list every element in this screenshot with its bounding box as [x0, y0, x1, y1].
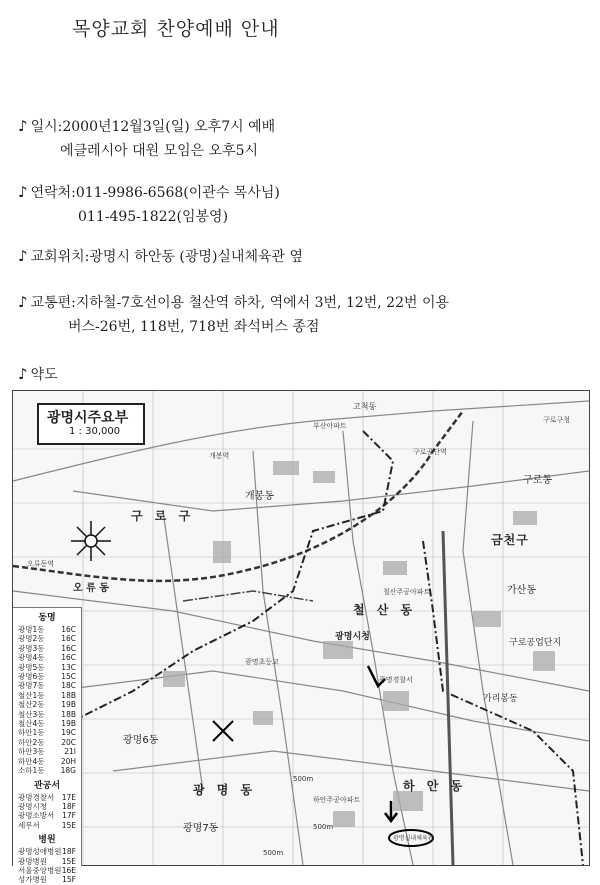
- index-row: [13, 793, 81, 802]
- section-map-heading: [18, 362, 58, 387]
- index-code: 18B: [61, 690, 76, 700]
- index-code: 15F: [62, 875, 76, 885]
- index-code: 15E: [61, 820, 76, 830]
- district-label: 개봉동: [245, 491, 274, 502]
- section-date: [18, 114, 275, 163]
- index-name: 철산2동: [18, 700, 45, 710]
- index-name: 광명소방서: [18, 811, 55, 821]
- index-name: 철산1동: [18, 690, 45, 700]
- scale-label: 500m: [263, 849, 284, 857]
- map-streets: [13, 401, 589, 865]
- index-row: [13, 663, 81, 672]
- river-stream: [443, 531, 453, 865]
- index-name: 광명성애병원: [18, 847, 62, 857]
- index-code: 18B: [61, 709, 76, 719]
- index-name: 광명3동: [18, 643, 45, 653]
- index-code: 20H: [60, 756, 76, 766]
- index-name: 서울중앙병원: [18, 865, 62, 875]
- index-header: 동명: [38, 613, 56, 623]
- index-code: 19C: [61, 728, 76, 738]
- district-label: 구 로 구: [131, 509, 195, 523]
- index-row: [13, 644, 81, 653]
- index-row: [13, 757, 81, 766]
- district-label: 철 산 동: [353, 603, 417, 617]
- index-name: 광명경찰서: [18, 792, 55, 802]
- district-label: 가산동: [507, 585, 536, 596]
- index-name: 하안1동: [18, 728, 45, 738]
- index-code: 19B: [61, 700, 76, 710]
- section-location: [18, 244, 303, 269]
- index-row: [13, 634, 81, 643]
- index-row: [13, 691, 81, 700]
- index-name: 광명시청: [18, 801, 47, 811]
- index-name: 하안2동: [18, 737, 45, 747]
- district-label: 고척동: [353, 402, 377, 411]
- district-label: 광명6동: [123, 735, 159, 746]
- section-contact: [18, 180, 280, 229]
- index-code: 16C: [61, 625, 76, 634]
- index-row: [13, 625, 81, 634]
- index-row: [13, 738, 81, 747]
- index-code: 13C: [61, 662, 76, 672]
- index-name: 광명6동: [18, 672, 45, 682]
- index-code: 17F: [62, 811, 76, 821]
- index-code: 21I: [64, 747, 76, 757]
- landmark-label: 하안주공아파트: [313, 796, 361, 804]
- index-name: 광명5동: [18, 662, 45, 672]
- landmark-label: 광명실내체육관: [393, 835, 434, 842]
- index-code: 18G: [60, 766, 76, 776]
- subway-line: [183, 591, 313, 601]
- index-name: 철산3동: [18, 709, 45, 719]
- map-index-panel: [13, 607, 82, 885]
- transport-subtext: 버스-26번, 118번, 718번 좌석버스 종점: [68, 319, 320, 335]
- district-label: 금천구: [491, 533, 529, 547]
- index-row: [13, 728, 81, 737]
- scale-label: 500m: [293, 775, 314, 783]
- index-code: 19B: [61, 719, 76, 729]
- index-name: 세무서: [18, 820, 40, 830]
- scale-label: 500m: [313, 823, 334, 831]
- music-note-icon: ♪: [18, 183, 28, 201]
- location-text: 교회위치:광명시 하안동 (광명)실내체육관 옆: [30, 249, 304, 265]
- contact-text: 연락처:011-9986-6568(이관수 목사님): [30, 185, 280, 201]
- landmark-label: 부산아파트: [313, 422, 347, 430]
- map-title-box: [37, 403, 145, 445]
- district-label: 오 류 동: [73, 583, 109, 594]
- index-row: [13, 821, 81, 830]
- index-code: 18F: [62, 801, 76, 811]
- map-grid: [13, 391, 589, 865]
- date-text: 일시:2000년12월3일(일) 오후7시 예배: [30, 119, 276, 135]
- index-code: 20C: [61, 737, 76, 747]
- index-row: [13, 681, 81, 690]
- compass-rose-icon: [71, 521, 111, 561]
- index-row: [13, 847, 81, 856]
- music-note-icon: ♪: [18, 247, 28, 265]
- index-row: [13, 653, 81, 662]
- index-row: [13, 802, 81, 811]
- map-title: 광명시주요부: [47, 410, 129, 426]
- index-name: 하안3동: [18, 747, 45, 757]
- index-code: 16C: [61, 653, 76, 663]
- district-label: 구로동: [523, 475, 552, 486]
- music-note-icon: ♪: [18, 293, 28, 311]
- location-map: [12, 390, 590, 885]
- music-note-icon: ♪: [18, 117, 28, 135]
- contact-subtext: 011-495-1822(임봉영): [78, 209, 229, 225]
- index-name: 철산4동: [18, 719, 45, 729]
- landmark-label: 광명경찰서: [379, 676, 413, 684]
- index-code: 18F: [62, 847, 76, 857]
- map-scale: 1 : 30,000: [69, 426, 121, 437]
- index-name: 소하1동: [18, 766, 45, 776]
- index-name: 광명병원: [18, 856, 47, 866]
- index-code: 16C: [61, 643, 76, 653]
- index-code: 16E: [61, 865, 76, 875]
- transport-text: 교통편:지하철-7호선이용 철산역 하차, 역에서 3번, 12번, 22번 이용: [30, 295, 450, 311]
- index-name: 광명4동: [18, 653, 45, 663]
- index-name: 성가병원: [18, 875, 47, 885]
- district-label: 광명7동: [183, 823, 219, 834]
- landmark-label: 개봉역: [209, 452, 230, 460]
- music-note-icon: ♪: [18, 365, 28, 383]
- index-name: 광명7동: [18, 681, 45, 691]
- landmark-label: 철산주공아파트: [383, 588, 431, 596]
- map-blocks: [108, 421, 555, 827]
- index-row: [13, 710, 81, 719]
- index-row: [13, 700, 81, 709]
- index-code: 18C: [61, 681, 76, 691]
- district-label: 광 명 동: [193, 783, 257, 797]
- index-name: 하안4동: [18, 756, 45, 766]
- district-label: 가리봉동: [483, 694, 518, 704]
- index-name: 광명2동: [18, 634, 45, 644]
- landmark-label: 오류동역: [27, 560, 55, 568]
- index-row: [13, 866, 81, 875]
- landmark-label: 구로구청: [543, 416, 571, 424]
- index-row: [13, 857, 81, 866]
- index-header: 병원: [38, 835, 56, 846]
- index-header: 관공서: [33, 780, 61, 791]
- index-row: [13, 811, 81, 820]
- section-transport: [18, 290, 449, 339]
- date-subtext: 에클레시아 대원 모임은 오후5시: [60, 143, 259, 159]
- landmark-label: 광명시청: [335, 632, 370, 642]
- index-code: 17E: [61, 792, 76, 802]
- landmark-label: 광명초등교: [245, 658, 279, 666]
- index-code: 15E: [61, 856, 76, 866]
- index-row: [13, 747, 81, 756]
- landmark-label: 구로공업단지: [509, 638, 562, 648]
- map-drawing: [13, 391, 589, 865]
- page-title: 목양교회 찬양예배 안내: [72, 18, 280, 40]
- district-label: 하 안 동: [403, 779, 467, 793]
- index-code: 15C: [61, 672, 76, 682]
- index-name: 광명1동: [18, 625, 45, 634]
- map-heading-text: 약도: [30, 367, 58, 383]
- index-code: 16C: [61, 634, 76, 644]
- district-boundary: [73, 431, 393, 721]
- index-row: [13, 875, 81, 884]
- landmark-label: 구로공단역: [413, 448, 447, 456]
- index-row: [13, 766, 81, 775]
